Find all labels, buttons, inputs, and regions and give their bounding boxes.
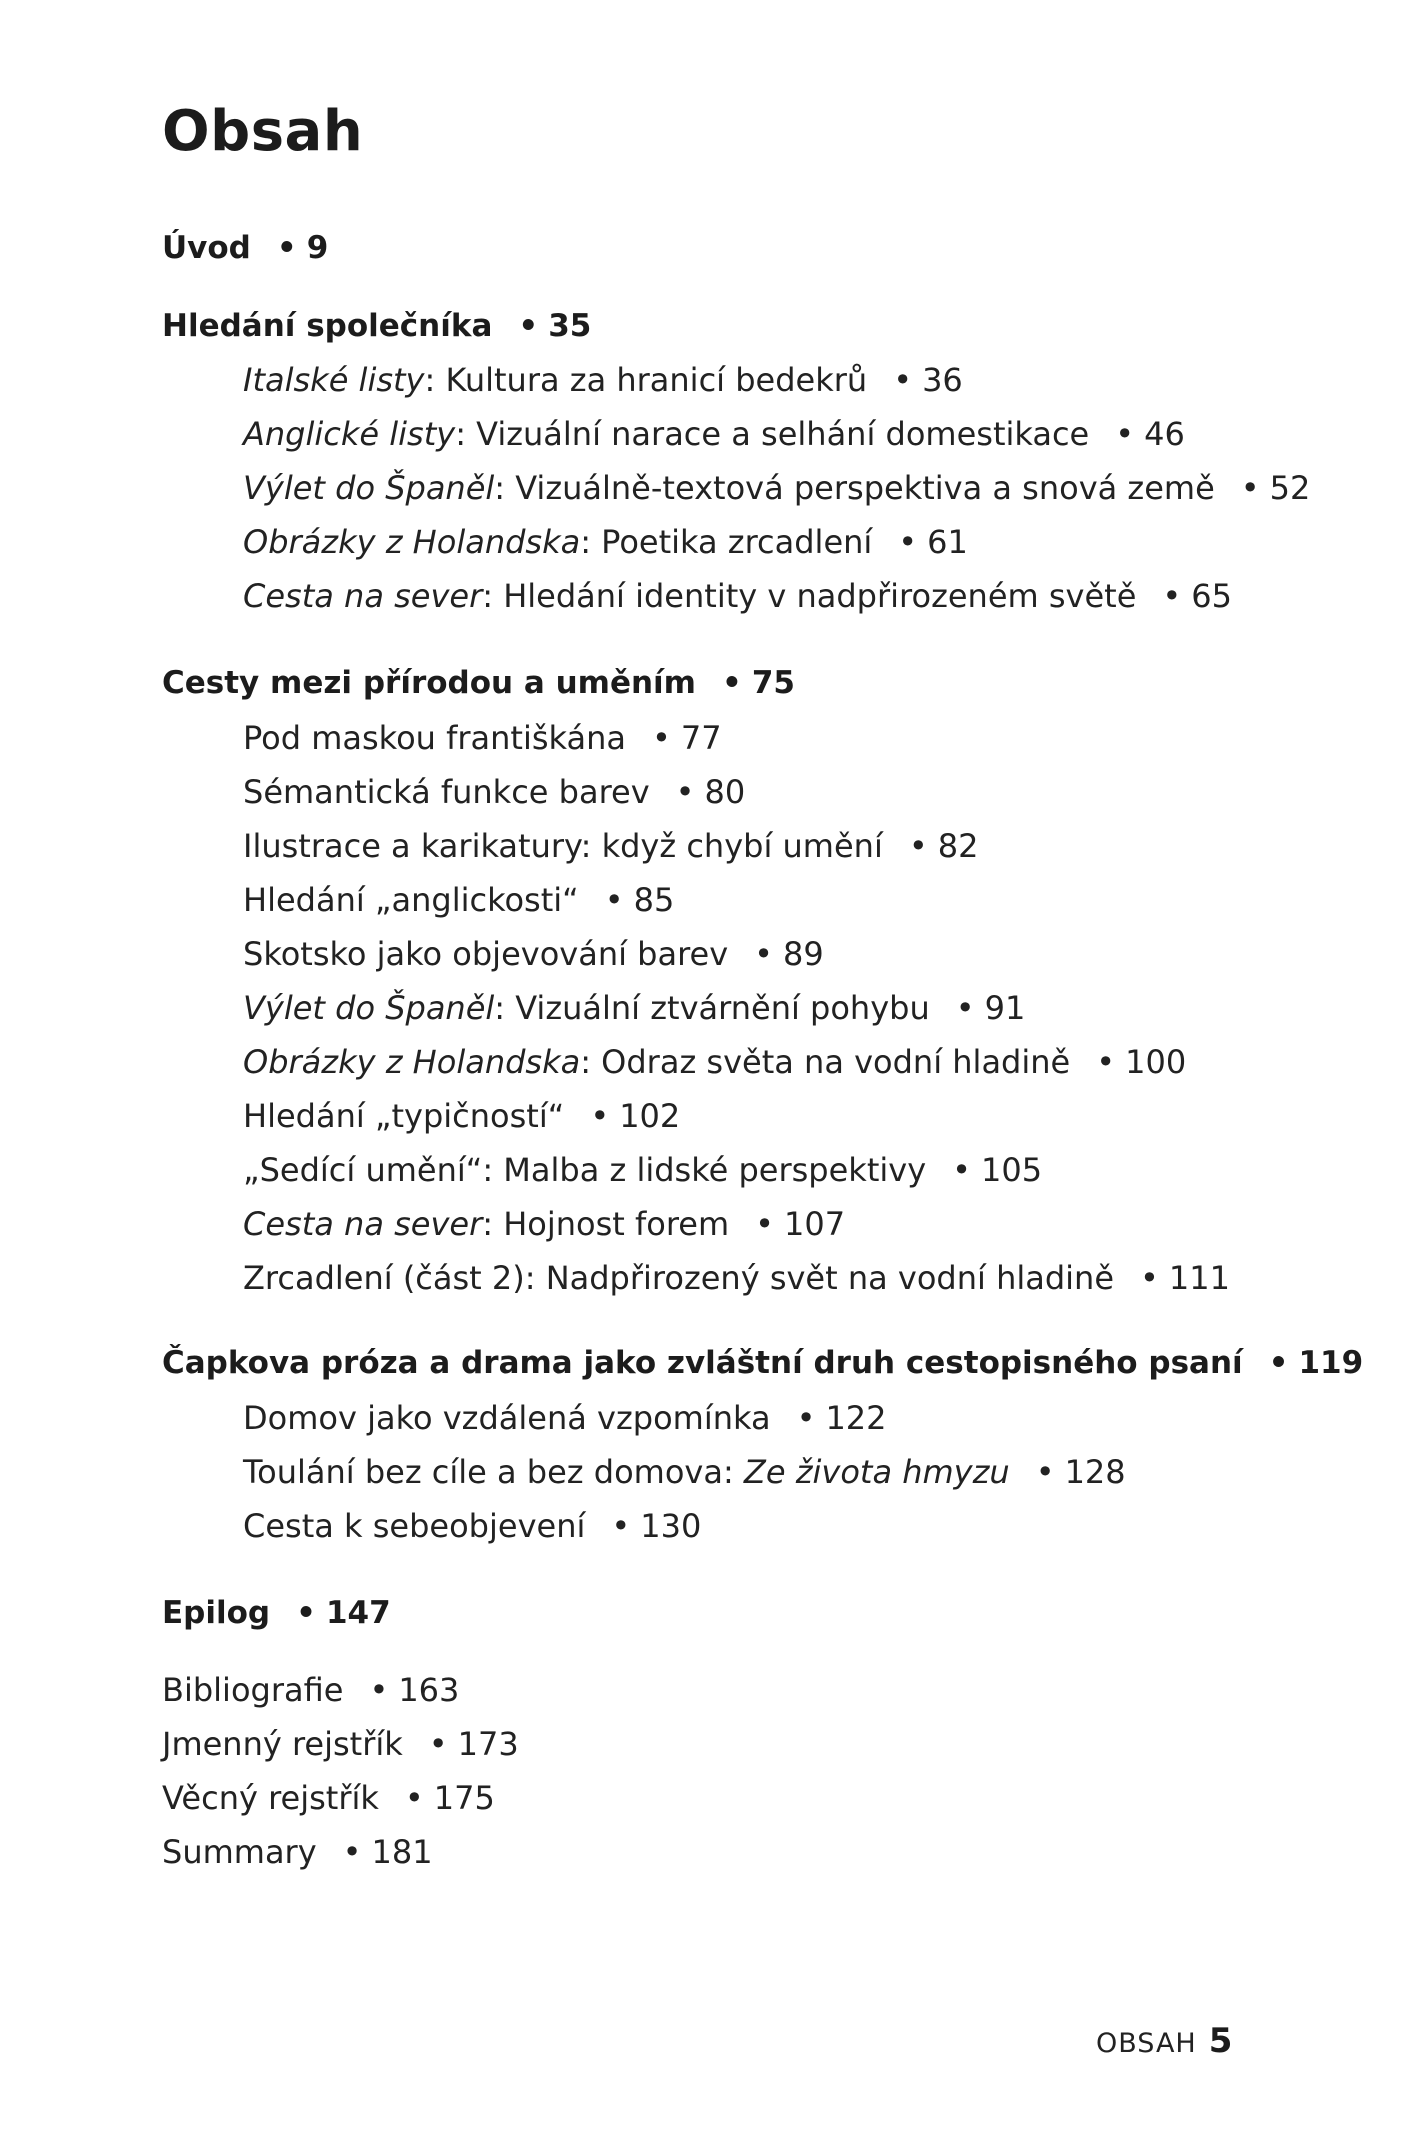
toc-entry-title: Ilustrace a karikatury: když chybí umění bbox=[243, 827, 883, 865]
toc-entry-vylet-do-spanel[interactable] bbox=[243, 469, 1311, 507]
toc-entry-work-title: Výlet do Španěl bbox=[243, 469, 495, 507]
toc-page-number: 89 bbox=[783, 935, 824, 973]
toc-entry-title: „Sedící umění“: Malba z lidské perspektivy bbox=[243, 1151, 927, 1189]
toc-entry-title: Věcný rejstřík bbox=[162, 1779, 379, 1817]
toc-entry-title: Cesta k sebeobjevení bbox=[243, 1507, 586, 1545]
toc-page-number: 181 bbox=[371, 1833, 433, 1871]
bullet-separator: • bbox=[604, 881, 624, 919]
footer-section-label: OBSAH bbox=[1096, 2028, 1197, 2059]
bullet-separator: • bbox=[893, 361, 913, 399]
toc-entry-summary[interactable] bbox=[162, 1833, 433, 1871]
toc-entry-work-title: Anglické listy bbox=[243, 415, 456, 453]
toc-chapter-hledani-spolecnika[interactable] bbox=[162, 308, 592, 344]
toc-entry-title: Toulání bez cíle a bez domova: bbox=[243, 1453, 744, 1491]
toc-entry-colon: : bbox=[455, 415, 466, 453]
bullet-separator: • bbox=[898, 523, 918, 561]
bullet-separator: • bbox=[908, 827, 928, 865]
toc-page-number: 61 bbox=[927, 523, 968, 561]
bullet-separator: • bbox=[518, 308, 539, 344]
page-title: Obsah bbox=[162, 99, 364, 164]
toc-entry-cesta-na-sever-2[interactable] bbox=[243, 1205, 846, 1243]
bullet-separator: • bbox=[796, 1399, 816, 1437]
toc-page-number: 46 bbox=[1144, 415, 1185, 453]
toc-page-number: 80 bbox=[704, 773, 746, 811]
toc-page-number: 36 bbox=[922, 361, 963, 399]
toc-entry-vecny-rejstrik[interactable] bbox=[162, 1779, 495, 1817]
toc-page-number: 122 bbox=[825, 1399, 887, 1437]
toc-page-number: 9 bbox=[306, 230, 329, 266]
toc-page-number: 85 bbox=[633, 881, 675, 919]
toc-entry-title: Odraz světa na vodní hladině bbox=[591, 1043, 1071, 1081]
toc-entry-obrazky-z-holandska[interactable] bbox=[243, 523, 968, 561]
toc-entry-title: Domov jako vzdálená vzpomínka bbox=[243, 1399, 771, 1437]
toc-page-number: 128 bbox=[1064, 1453, 1126, 1491]
toc-entry-colon: : bbox=[580, 1043, 591, 1081]
toc-page-number: 91 bbox=[984, 989, 1026, 1027]
toc-entry-title: Hledání „anglickosti“ bbox=[243, 881, 579, 919]
toc-entry-title: Kultura za hranicí bedekrů bbox=[435, 361, 868, 399]
toc-page-number: 173 bbox=[457, 1725, 519, 1763]
toc-page-number: 52 bbox=[1269, 469, 1311, 507]
toc-entry-work-title: Obrázky z Holandska bbox=[243, 1043, 581, 1081]
bullet-separator: • bbox=[590, 1097, 610, 1135]
toc-entry-jmenny-rejstrik[interactable] bbox=[162, 1725, 519, 1763]
bullet-separator: • bbox=[1035, 1453, 1055, 1491]
toc-entry-title: Vizuální ztvárnění pohybu bbox=[505, 989, 930, 1027]
toc-entry-anglicke-listy[interactable] bbox=[243, 415, 1185, 453]
toc-page-number: 102 bbox=[619, 1097, 681, 1135]
toc-chapter-cesty-mezi-prirodou[interactable] bbox=[162, 665, 795, 701]
toc-entry-work-title: Ze života hmyzu bbox=[743, 1453, 1010, 1491]
toc-page-number: 111 bbox=[1168, 1259, 1230, 1297]
toc-entry-cesta-na-sever[interactable] bbox=[243, 577, 1232, 615]
bullet-separator: • bbox=[1115, 415, 1135, 453]
toc-page-number: 100 bbox=[1125, 1043, 1187, 1081]
toc-entry-sedici-umeni[interactable] bbox=[243, 1151, 1043, 1189]
toc-entry-colon: : bbox=[494, 989, 506, 1027]
toc-entry-title: Poetika zrcadlení bbox=[591, 523, 873, 561]
bullet-separator: • bbox=[721, 665, 742, 701]
toc-entry-title: Hojnost forem bbox=[493, 1205, 730, 1243]
bullet-separator: • bbox=[296, 1595, 316, 1631]
bullet-separator: • bbox=[611, 1507, 631, 1545]
bullet-separator: • bbox=[755, 1205, 774, 1243]
toc-entry-title: Vizuálně-textová perspektiva a snová země bbox=[505, 469, 1215, 507]
toc-entry-colon: : bbox=[494, 469, 506, 507]
toc-page-number: 35 bbox=[548, 308, 592, 344]
bullet-separator: • bbox=[1140, 1259, 1159, 1297]
bullet-separator: • bbox=[754, 935, 774, 973]
toc-entry-title: Zrcadlení (část 2): Nadpřirozený svět na vodní hladině bbox=[243, 1259, 1115, 1297]
toc-entry-domov[interactable] bbox=[243, 1399, 887, 1437]
bullet-separator: • bbox=[1240, 469, 1260, 507]
toc-entry-bibliografie[interactable] bbox=[162, 1671, 460, 1709]
toc-page-number: 75 bbox=[751, 665, 795, 701]
toc-entry-title: Sémantická funkce barev bbox=[243, 773, 650, 811]
bullet-separator: • bbox=[1096, 1043, 1116, 1081]
toc-entry-title: Čapkova próza a drama jako zvláštní druh cestopisného psaní bbox=[162, 1345, 1243, 1381]
bullet-separator: • bbox=[651, 719, 671, 757]
toc-entry-zrcadleni-2[interactable] bbox=[243, 1259, 1230, 1297]
toc-entry-anglickosti[interactable] bbox=[243, 881, 675, 919]
toc-chapter-capkova-proza[interactable] bbox=[162, 1345, 1364, 1381]
toc-entry-title: Cesty mezi přírodou a uměním bbox=[162, 665, 696, 701]
toc-entry-work-title: Cesta na sever bbox=[243, 1205, 483, 1243]
bullet-separator: • bbox=[1268, 1345, 1289, 1381]
toc-chapter-epilog[interactable] bbox=[162, 1595, 391, 1631]
toc-entry-title: Vizuální narace a selhání domestikace bbox=[465, 415, 1090, 453]
toc-entry-skotsko[interactable] bbox=[243, 935, 824, 973]
toc-entry-pod-maskou[interactable] bbox=[243, 719, 722, 757]
toc-entry-colon: : bbox=[580, 523, 591, 561]
toc-entry-colon: : bbox=[424, 361, 436, 399]
toc-page-number: 82 bbox=[937, 827, 979, 865]
toc-entry-uvod[interactable] bbox=[162, 230, 329, 266]
toc-entry-title: Jmenný rejstřík bbox=[162, 1725, 403, 1763]
toc-entry-colon: : bbox=[482, 1205, 494, 1243]
toc-page-number: 65 bbox=[1191, 577, 1232, 615]
toc-entry-work-title: Italské listy bbox=[243, 361, 425, 399]
toc-entry-work-title: Výlet do Španěl bbox=[243, 989, 495, 1027]
toc-entry-title: Summary bbox=[162, 1833, 317, 1871]
toc-entry-work-title: Obrázky z Holandska bbox=[243, 523, 581, 561]
toc-entry-title: Skotsko jako objevování barev bbox=[243, 935, 729, 973]
bullet-separator: • bbox=[404, 1779, 424, 1817]
bullet-separator: • bbox=[952, 1151, 972, 1189]
toc-entry-cesta-k-sebeobjeveni[interactable] bbox=[243, 1507, 702, 1545]
toc-page-number: 107 bbox=[784, 1205, 846, 1243]
toc-entry-title: Epilog bbox=[162, 1595, 271, 1631]
bullet-separator: • bbox=[428, 1725, 448, 1763]
toc-page-number: 175 bbox=[433, 1779, 495, 1817]
bullet-separator: • bbox=[342, 1833, 362, 1871]
toc-entry-colon: : bbox=[482, 577, 494, 615]
toc-entry-title: Bibliografie bbox=[162, 1671, 344, 1709]
toc-entry-touLani[interactable] bbox=[243, 1453, 1126, 1491]
toc-entry-vylet-do-spanel-2[interactable] bbox=[243, 989, 1026, 1027]
toc-entry-semanticka-funkce[interactable] bbox=[243, 773, 746, 811]
toc-entry-typicnosti[interactable] bbox=[243, 1097, 681, 1135]
toc-entry-obrazky-z-holandska-2[interactable] bbox=[243, 1043, 1187, 1081]
bullet-separator: • bbox=[675, 773, 695, 811]
toc-page-number: 147 bbox=[325, 1595, 391, 1631]
bullet-separator: • bbox=[1162, 577, 1182, 615]
toc-entry-ilustrace[interactable] bbox=[243, 827, 979, 865]
bullet-separator: • bbox=[955, 989, 975, 1027]
toc-entry-italske-listy[interactable] bbox=[243, 361, 963, 399]
toc-entry-title: Hledání společníka bbox=[162, 308, 493, 344]
toc-entry-work-title: Cesta na sever bbox=[243, 577, 483, 615]
toc-entry-title: Pod maskou františkána bbox=[243, 719, 626, 757]
footer-page-number: 5 bbox=[1208, 2021, 1233, 2061]
toc-page-number: 130 bbox=[640, 1507, 702, 1545]
toc-page-number: 105 bbox=[981, 1151, 1043, 1189]
toc-page-number: 119 bbox=[1298, 1345, 1364, 1381]
toc-page-number: 77 bbox=[680, 719, 722, 757]
toc-page-number: 163 bbox=[398, 1671, 460, 1709]
bullet-separator: • bbox=[369, 1671, 389, 1709]
toc-entry-title: Hledání „typičností“ bbox=[243, 1097, 565, 1135]
bullet-separator: • bbox=[276, 230, 297, 266]
toc-entry-title: Úvod bbox=[162, 230, 251, 266]
toc-entry-title: Hledání identity v nadpřirozeném světě bbox=[493, 577, 1137, 615]
page-footer bbox=[1096, 2021, 1233, 2061]
